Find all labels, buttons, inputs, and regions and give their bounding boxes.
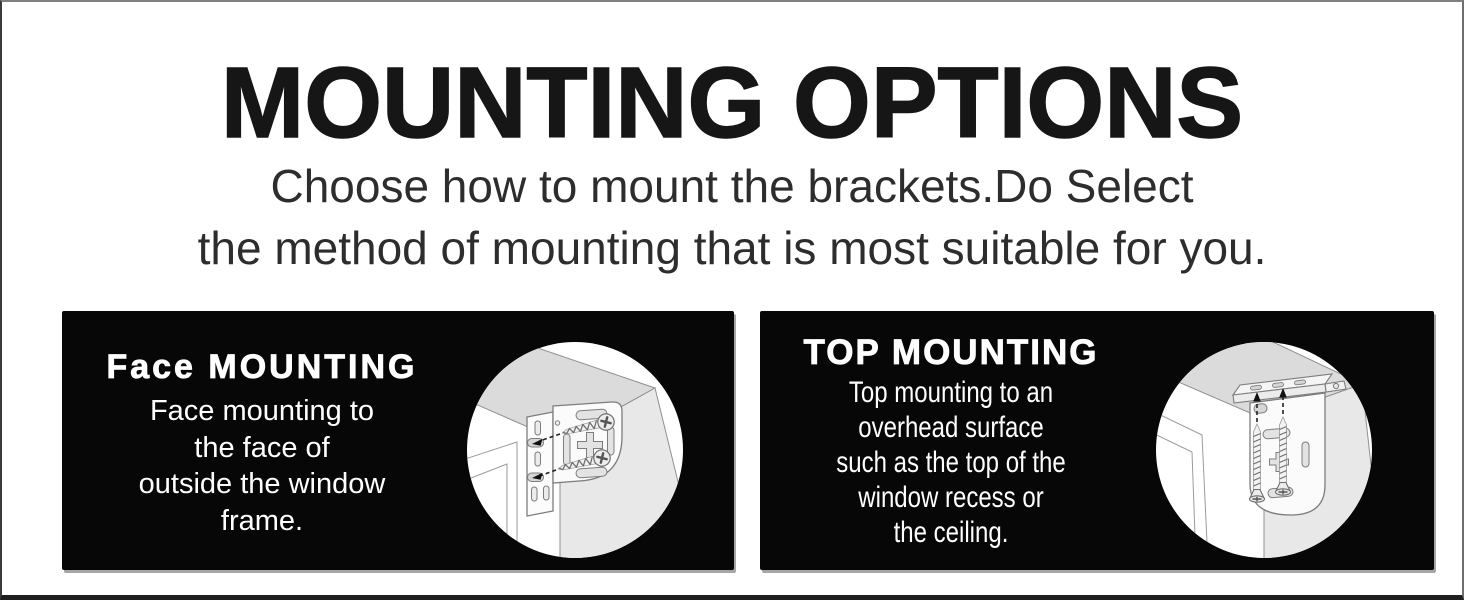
- top-mounting-illustration: [1154, 340, 1374, 560]
- top-mounting-panel: [760, 311, 1434, 570]
- face-mounting-text-column: [90, 311, 434, 539]
- description-line: Top mounting to an: [848, 376, 1054, 409]
- description-line: window recess or: [858, 481, 1044, 514]
- description-line: the face of: [194, 431, 330, 464]
- subtitle-line-1: Choose how to mount the brackets.Do Select: [270, 160, 1194, 212]
- page-title: MOUNTING OPTIONS: [220, 47, 1244, 159]
- description-line: such as the top of the: [836, 446, 1066, 479]
- description-line: the ceiling.: [893, 516, 1009, 549]
- top-mounting-text-column: [778, 311, 1124, 550]
- face-mounting-heading: Face MOUNTING: [106, 348, 418, 386]
- description-line: frame.: [220, 504, 304, 537]
- subtitle-line-2: the method of mounting that is most suitable for you.: [197, 222, 1267, 274]
- description-line: outside the window: [138, 468, 386, 500]
- description-line: Face mounting to: [149, 395, 375, 427]
- face-mounting-description: [90, 393, 434, 539]
- subtitle: [2, 155, 1462, 279]
- description-line: overhead surface: [858, 411, 1044, 444]
- top-mounting-heading: TOP MOUNTING: [803, 333, 1099, 372]
- face-mounting-panel: [62, 311, 734, 570]
- face-mounting-illustration: [465, 342, 685, 562]
- top-mounting-description: [813, 375, 1090, 550]
